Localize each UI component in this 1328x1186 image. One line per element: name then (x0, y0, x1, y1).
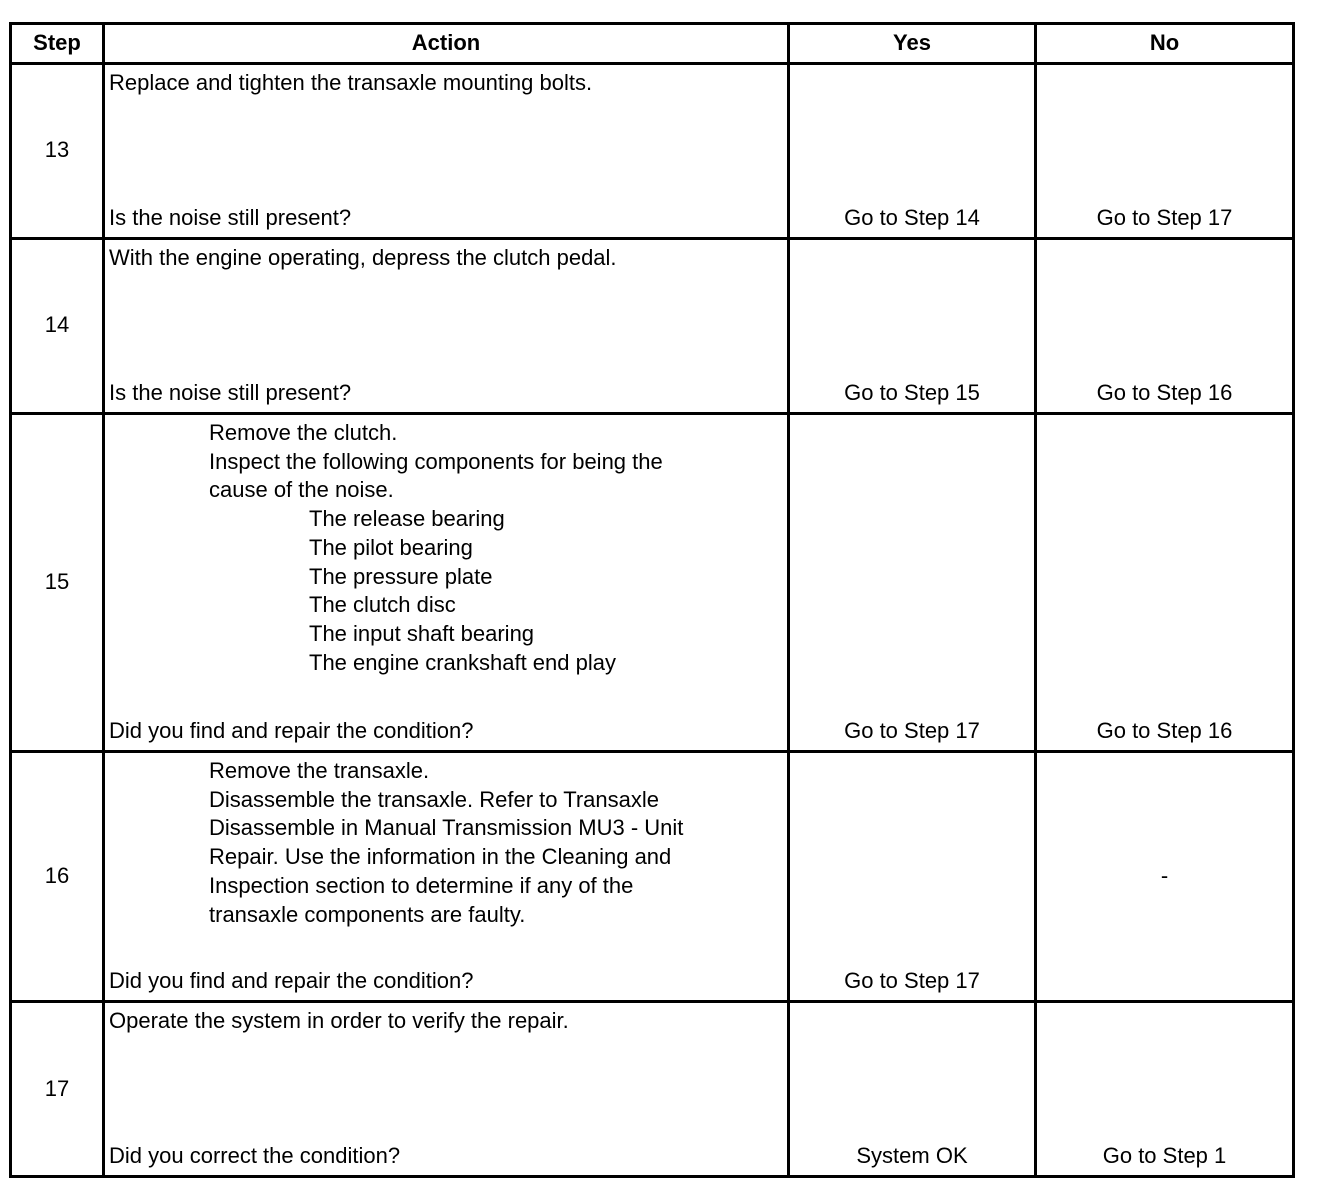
divider (9, 750, 1295, 753)
action-text: Operate the system in order to verify the repair. (109, 1008, 569, 1033)
action-text: transaxle components are faulty. (209, 902, 526, 927)
question-text: Is the noise still present? (109, 205, 352, 230)
action-text: Disassemble in Manual Transmission MU3 - Unit (209, 815, 684, 840)
divider (9, 1175, 1295, 1178)
divider (9, 62, 1295, 65)
question-text: Did you find and repair the condition? (109, 718, 474, 743)
yes-result: Go to Step 17 (844, 718, 980, 743)
divider (9, 1000, 1295, 1003)
divider (9, 23, 12, 1178)
action-text: Remove the clutch. (209, 420, 398, 445)
component-item: The input shaft bearing (309, 621, 535, 646)
step-number: 13 (44, 137, 70, 162)
divider (1292, 23, 1295, 1178)
divider (102, 23, 105, 1178)
yes-result: Go to Step 17 (844, 968, 980, 993)
component-item: The pressure plate (309, 564, 493, 589)
no-result: Go to Step 16 (1096, 380, 1233, 405)
no-result: Go to Step 1 (1102, 1143, 1227, 1168)
question-text: Is the noise still present? (109, 380, 352, 405)
header-no: No (1149, 30, 1180, 55)
step-number: 17 (44, 1076, 70, 1101)
divider (1034, 23, 1037, 1178)
action-text: Remove the transaxle. (209, 758, 430, 783)
header-step: Step (33, 30, 81, 55)
question-text: Did you correct the condition? (109, 1143, 401, 1168)
question-text: Did you find and repair the condition? (109, 968, 474, 993)
no-result: Go to Step 16 (1096, 718, 1233, 743)
action-text: Repair. Use the information in the Cleaning and (209, 844, 672, 869)
header-yes: Yes (893, 30, 931, 55)
action-text: With the engine operating, depress the clutch pedal. (109, 245, 617, 270)
action-text: Disassemble the transaxle. Refer to Transaxle (209, 787, 659, 812)
action-text: cause of the noise. (209, 477, 394, 502)
yes-result: Go to Step 14 (844, 205, 980, 230)
divider (9, 22, 1295, 25)
component-item: The engine crankshaft end play (309, 650, 616, 675)
action-text: Replace and tighten the transaxle mounting bolts. (109, 70, 593, 95)
component-item: The pilot bearing (309, 535, 473, 560)
step-number: 14 (44, 312, 70, 337)
component-item: The clutch disc (309, 592, 456, 617)
header-action: Action (411, 30, 481, 55)
step-number: 15 (44, 569, 70, 594)
divider (787, 23, 790, 1178)
yes-result: Go to Step 15 (844, 380, 980, 405)
yes-result: System OK (856, 1143, 968, 1168)
divider (9, 412, 1295, 415)
action-text: Inspection section to determine if any of the (209, 873, 634, 898)
no-result: Go to Step 17 (1096, 205, 1233, 230)
no-result: - (1160, 863, 1169, 888)
action-text: Inspect the following components for being the (209, 449, 663, 474)
step-number: 16 (44, 863, 70, 888)
component-item: The release bearing (309, 506, 505, 531)
divider (9, 237, 1295, 240)
